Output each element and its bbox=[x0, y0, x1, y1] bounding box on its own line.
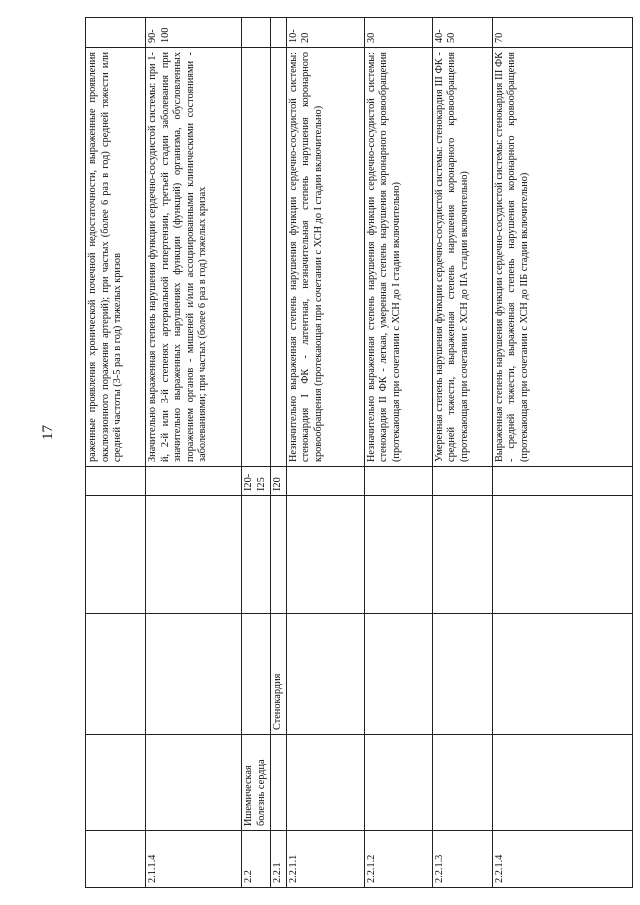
code-cell: 2.2.1 bbox=[271, 831, 287, 888]
page-number: 17 bbox=[40, 425, 56, 440]
code-cell: 2.1.1.4 bbox=[146, 831, 242, 888]
disability-criteria-table bbox=[85, 17, 633, 888]
icd-cell: I20-I25 bbox=[242, 467, 271, 496]
nosology-cell bbox=[286, 614, 364, 735]
rotated-table-container bbox=[85, 18, 633, 888]
percent-cell: 40-50 bbox=[432, 18, 492, 48]
class-cell bbox=[86, 735, 146, 831]
class-cell bbox=[286, 735, 364, 831]
code-cell bbox=[86, 831, 146, 888]
percent-cell: 90-100 bbox=[146, 18, 242, 48]
percent-cell: 70 bbox=[492, 18, 632, 48]
code-cell: 2.2.1.4 bbox=[492, 831, 632, 888]
icd-cell bbox=[364, 467, 432, 496]
icd-cell bbox=[492, 467, 632, 496]
icd-cell bbox=[432, 467, 492, 496]
criteria-text-cell: Незначительно выраженная степень нарушения функции сердечно-сосудистой системы: стенокардия I ФК - латентная, незначительная степень нарушения коронарного кровообращения (протекающая при сочетании с ХСН до I стадии включительно) bbox=[286, 48, 364, 467]
class-cell bbox=[432, 735, 492, 831]
percent-cell bbox=[242, 18, 271, 48]
nosology-cell: Стенокардия bbox=[271, 614, 287, 735]
criteria-text-cell bbox=[242, 48, 271, 467]
criteria-text-cell: Выраженная степень нарушения функции сердечно-сосудистой системы: стенокардия III ФК - средней тяжести, выраженная степень нарушения коронарного кровообращения (протекающая при сочетании с ХСН до IIБ стадии включительно) bbox=[492, 48, 632, 467]
nosology-cell bbox=[364, 614, 432, 735]
icd-cell: I20 bbox=[271, 467, 287, 496]
empty-cell bbox=[86, 496, 146, 614]
nosology-cell bbox=[146, 614, 242, 735]
nosology-cell bbox=[432, 614, 492, 735]
class-cell: Ишемическая болезнь сердца bbox=[242, 735, 271, 831]
icd-cell bbox=[86, 467, 146, 496]
empty-cell bbox=[364, 496, 432, 614]
empty-cell bbox=[492, 496, 632, 614]
nosology-cell bbox=[492, 614, 632, 735]
class-cell bbox=[271, 735, 287, 831]
criteria-text-cell: Умеренная степень нарушения функции сердечно-сосудистой системы: стенокардия III ФК - средней тяжести, выраженная степень нарушения коронарного кровообращения (протекающая при сочетании с ХСН до IIА стадии включительно) bbox=[432, 48, 492, 467]
criteria-text-cell: Незначительно выраженная степень нарушения функции сердечно-сосудистой системы: стенокардия II ФК - легкая, умеренная степень нарушения коронарного кровообращения (протекающая при сочетании с ХСН до I стадии включительно) bbox=[364, 48, 432, 467]
empty-cell bbox=[286, 496, 364, 614]
percent-cell bbox=[271, 18, 287, 48]
code-cell: 2.2 bbox=[242, 831, 271, 888]
code-cell: 2.2.1.3 bbox=[432, 831, 492, 888]
icd-cell bbox=[146, 467, 242, 496]
percent-cell: 10-20 bbox=[286, 18, 364, 48]
table-row bbox=[242, 18, 271, 888]
table-row bbox=[286, 18, 364, 888]
criteria-text-cell: Значительно выраженная степень нарушения функции сердечно-сосудистой системы: при 1-й, 2-й или 3-й степенях артериальной гипертензии, третьей стадии заболевания при значительно выраженных нарушениях функции (функций) организма, обусловленных поражением органов - мишеней и/или ассоциированными клиническими состояниями - заболеваниями; при частых (более 6 раз в год) тяжелых кризах bbox=[146, 48, 242, 467]
criteria-text-cell: раженные проявления хронической почечной недостаточности, выраженные проявления окклюзионного поражения артерий); при частых (более 6 раз в год) средней тяжести или средней частоты (3-5 раз в год) тяжелых кризов bbox=[86, 48, 146, 467]
table-row bbox=[271, 18, 287, 888]
table-row bbox=[432, 18, 492, 888]
table-row bbox=[364, 18, 432, 888]
percent-cell bbox=[86, 18, 146, 48]
class-cell bbox=[146, 735, 242, 831]
table-row bbox=[86, 18, 146, 888]
percent-cell: 30 bbox=[364, 18, 432, 48]
nosology-cell bbox=[86, 614, 146, 735]
code-cell: 2.2.1.1 bbox=[286, 831, 364, 888]
table-row bbox=[492, 18, 632, 888]
table-row bbox=[146, 18, 242, 888]
empty-cell bbox=[271, 496, 287, 614]
empty-cell bbox=[242, 496, 271, 614]
nosology-cell bbox=[242, 614, 271, 735]
criteria-text-cell bbox=[271, 48, 287, 467]
icd-cell bbox=[286, 467, 364, 496]
class-cell bbox=[492, 735, 632, 831]
empty-cell bbox=[432, 496, 492, 614]
code-cell: 2.2.1.2 bbox=[364, 831, 432, 888]
empty-cell bbox=[146, 496, 242, 614]
class-cell bbox=[364, 735, 432, 831]
